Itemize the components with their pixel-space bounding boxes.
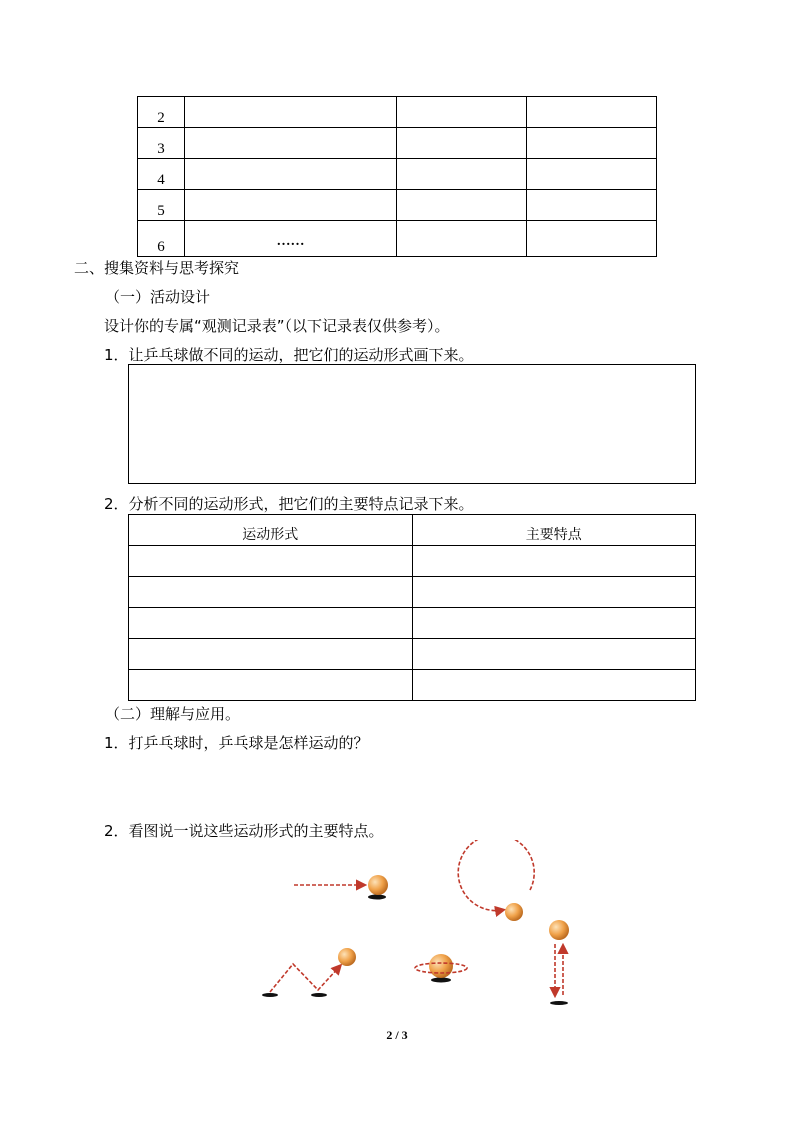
section-heading: 二、搜集资料与思考探究 [74, 259, 240, 277]
question-3: 1．打乒乓球时，乒乓球是怎样运动的？ [104, 734, 369, 752]
row-number: 2 [138, 97, 185, 128]
table-cell[interactable] [412, 639, 696, 670]
table-cell[interactable] [412, 608, 696, 639]
table-cell [397, 159, 527, 190]
table-cell [527, 221, 657, 257]
row-number: 5 [138, 190, 185, 221]
table-cell [527, 159, 657, 190]
table-cell [397, 97, 527, 128]
header-main-features: 主要特点 [412, 515, 696, 546]
table-cell [185, 159, 397, 190]
table-cell [397, 190, 527, 221]
table-row [138, 190, 657, 221]
header-motion-form: 运动形式 [129, 515, 413, 546]
table-row [138, 159, 657, 190]
table-cell [185, 128, 397, 159]
table-cell [527, 190, 657, 221]
table-cell[interactable] [412, 670, 696, 701]
row-number: 4 [138, 159, 185, 190]
table-cell[interactable] [129, 639, 413, 670]
motion-features-table [128, 514, 696, 701]
subsection-title-activity: （一）活动设计 [105, 288, 211, 306]
table-row [129, 608, 696, 639]
circular-motion-icon [458, 840, 534, 921]
straight-line-motion-icon [294, 875, 388, 900]
table-row [138, 221, 657, 257]
bouncing-motion-icon [262, 948, 356, 997]
subsection-title-application: （二）理解与应用。 [105, 705, 241, 723]
table-cell [185, 97, 397, 128]
table-cell[interactable] [129, 546, 413, 577]
record-table-top [137, 96, 657, 257]
table-cell [527, 97, 657, 128]
table-header-row [129, 515, 696, 546]
table-row [129, 546, 696, 577]
table-cell [397, 128, 527, 159]
row-number: 6 [138, 221, 185, 257]
table-row [129, 639, 696, 670]
vertical-motion-icon [549, 920, 569, 1005]
question-4: 2．看图说一说这些运动形式的主要特点。 [104, 822, 384, 840]
table-cell [185, 190, 397, 221]
motion-forms-illustration [248, 840, 580, 1010]
table-cell[interactable] [412, 577, 696, 608]
table-cell[interactable] [129, 608, 413, 639]
table-cell[interactable] [412, 546, 696, 577]
table-row [138, 128, 657, 159]
table-cell[interactable] [129, 577, 413, 608]
question-2: 2．分析不同的运动形式，把它们的主要特点记录下来。 [104, 495, 474, 513]
table-cell [527, 128, 657, 159]
table-row [129, 577, 696, 608]
intro-text: 设计你的专属“观测记录表”（以下记录表仅供参考）。 [104, 317, 450, 335]
ellipsis-cell: …… [185, 221, 397, 257]
question-1: 1．让乒乓球做不同的运动，把它们的运动形式画下来。 [104, 346, 474, 364]
table-row [129, 670, 696, 701]
page-number: 2 / 3 [386, 1028, 408, 1042]
table-cell[interactable] [129, 670, 413, 701]
spinning-motion-icon [415, 954, 467, 983]
table-row [138, 97, 657, 128]
row-number: 3 [138, 128, 185, 159]
drawing-answer-box[interactable] [128, 364, 696, 484]
table-cell [397, 221, 527, 257]
